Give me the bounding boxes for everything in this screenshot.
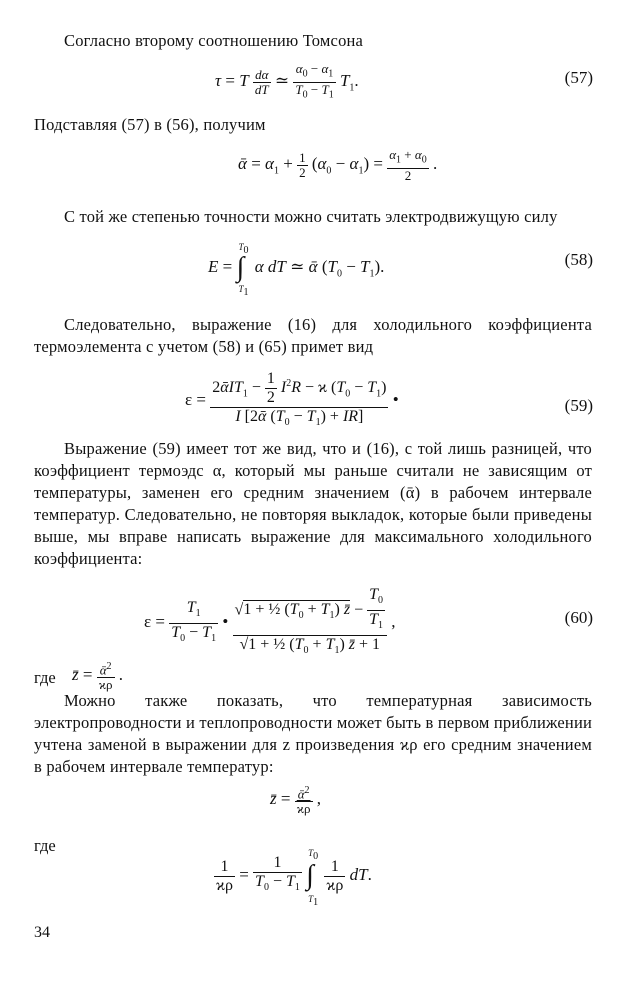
equation-number-60: (60) bbox=[564, 608, 593, 627]
equation-number-58: (58) bbox=[564, 250, 593, 269]
equation-number-57: (57) bbox=[564, 68, 593, 87]
page-number: 34 bbox=[34, 924, 50, 941]
equation-kappa-rho-mean: $\frac{1}{ϰ\rho}$ = $\frac{1}{T_0 - T_1}$ $T_0$ ∫ $T_1$ $\frac{1}{ϰ\rho}$ dT. bbox=[216, 848, 372, 908]
equation-number-59: (59) bbox=[564, 396, 593, 415]
paragraph-substitute: Подставляя (57) в (56), получим bbox=[34, 115, 266, 134]
paragraph-cooling-coefficient: Следовательно, выражение (16) для холодильного коэффициента термоэлемента с учетом (58) и (65) примет вид bbox=[34, 315, 592, 356]
paragraph-emf: С той же степенью точности можно считать электродвижущую силу bbox=[64, 207, 558, 226]
equation-alpha-mean: ᾱ = $\alpha_1$ + $\frac{1}{2}$ $(\alpha_0 - \alpha_1)$ = $\frac{\alpha_1 + \alpha_0}{2}$ . bbox=[238, 147, 438, 183]
equation-59: ε = 2ᾱIT$_1$ − $\frac{1}{2}$ $I^2R - ϰ$ $(T_0 - T_1)$ I [2ᾱ $(T_0 - T_1) + IR$] • bbox=[185, 370, 399, 432]
paragraph-thomson: Согласно второму соотношению Томсона bbox=[64, 31, 364, 50]
equation-60: ε = $\frac{T_1}{T_0 - T_1}$ • √1 + ½ $(T_0 + T_1)$ z̄ − $\frac{T_0}{T_1}$ √1 + ½ $(T_0 + T_1)$ z̄ + 1 , bbox=[144, 586, 396, 661]
paragraph-temperature-dependence: Можно также показать, что температурная зависимость электропроводности и теплопроводности может быть в первом приближении учтена заменой в выражении для z произведения ϰρ его средним значением в рабочем интервале температур: bbox=[34, 691, 592, 776]
equation-z-definition: z̄ = $\frac{ᾱ^2}{ϰ\rho}$ . bbox=[72, 661, 123, 693]
equation-z-mean: z̄ = $\frac{ᾱ^2}{ϰ\rho}$ , bbox=[270, 785, 321, 817]
where-label-1: где bbox=[34, 668, 56, 687]
where-label-2: где bbox=[34, 836, 56, 855]
equation-58: E = $T_0$ ∫ $T_1$ α dT ≃ ᾱ $(T_0 - T_1)$. bbox=[208, 242, 385, 298]
equation-57: τ = T $\frac{d\alpha}{dT}$ ≃ $\frac{\alpha_0 - \alpha_1}{T_0 - T_1}$ $T_1$. bbox=[215, 61, 359, 101]
paragraph-expression-59: Выражение (59) имеет тот же вид, что и (16), с той лишь разницей, что коэффициент термоэдс α, который мы раньше считали не зависящим от температуры, заменен его средним значением (ᾱ) в рабочем интервале температур. Следовательно, не повторяя выкладок, которые были приведены выше, мы вправе написать выражение для максимального холодильного коэффициента: bbox=[34, 439, 592, 568]
